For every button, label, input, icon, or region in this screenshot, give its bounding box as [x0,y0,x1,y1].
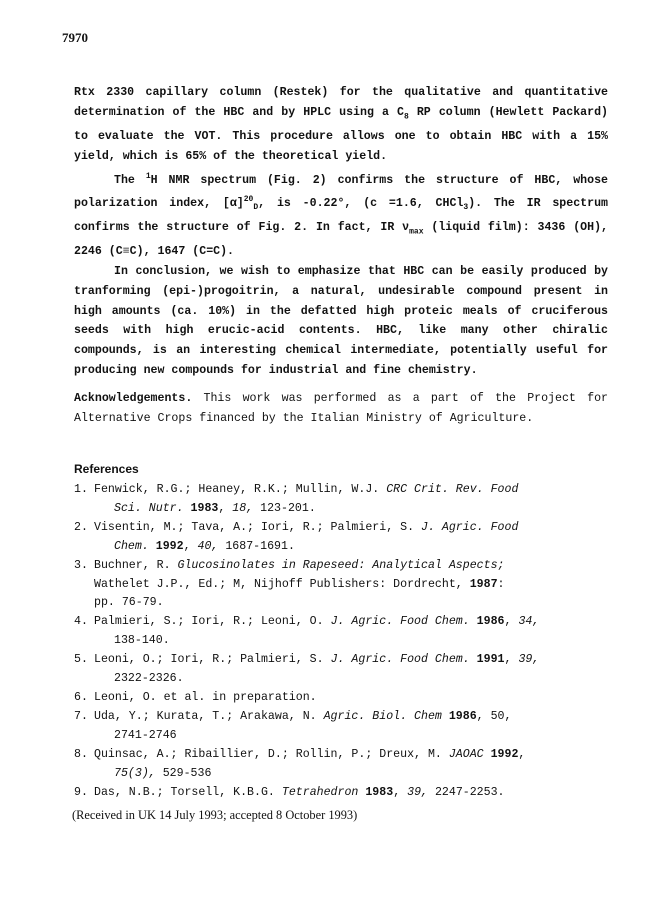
list-item: 3. Buchner, R. Glucosinolates in Rapeseed: Analytical Aspects; Wathelet J.P., Ed.; M, Nijhoff Publishers: Dordrecht, 1987: pp. 76-79. [74,558,505,610]
acknowledgements-text: This work was performed as a part of the Project for Alternative Crops financed by the Italian Ministry of Agriculture. [74,392,608,425]
paragraph-2: The $^1$H NMR spectrum (Fig. 2) confirms the structure of HBC, whose polarization index, $[\alpha]^{20}_D$, is -0.22°, (c =1.6, CHCl$_3$). The IR spectrum confirms the structure of Fig. 2. In fact, IR $\nu_{max}$ (liquid film): 3436 (OH), 2246 (C≡C), 1647 (C=C). [74,171,608,259]
list-item: 6. Leoni, O. et al. in preparation. [74,690,317,704]
list-item: 5. Leoni, O.; Iori, R.; Palmieri, S. J. Agric. Food Chem. 1991, 39, 2322-2326. [74,653,540,686]
acknowledgements-label: Acknowledgements. [74,392,193,405]
list-item: 9. Das, N.B.; Torsell, K.B.G. Tetrahedron 1983, 39, 2247-2253. [74,785,505,799]
received-dates: (Received in UK 14 July 1993; accepted 8 October 1993) [72,808,358,822]
list-item: 8. Quinsac, A.; Ribaillier, D.; Rollin, P.; Dreux, M. JAOAC 1992, 75(3), 529-536 [74,747,526,780]
paragraph-1: Rtx 2330 capillary column (Restek) for the qualitative and quantitative determination of the HBC and by HPLC using a $C_8$ RP column (Hewlett Packard) to evaluate the VOT. This procedure allows one to obtain HBC with a 15% yield, which is 65% of the theoretical yield. [74,86,608,163]
list-item: 2. Visentin, M.; Tava, A.; Iori, R.; Palmieri, S. J. Agric. Food Chem. 1992, 40, 1687-1691. [74,520,519,553]
page-number: 7970 [62,30,88,45]
references-list [74,481,614,802]
list-item: 1. Fenwick, R.G.; Heaney, R.K.; Mullin, W.J. CRC Crit. Rev. Food Sci. Nutr. 1983, 18, 123-201. [74,483,519,515]
paragraph-3: In conclusion, we wish to emphasize that HBC can be easily produced by tranforming (epi-)progoitrin, a natural, undesirable compound present in high amounts (ca. 10%) in the defatted high proteic meals of cruciferous seeds with high erucic-acid contents. HBC, like many other chiralic compounds, is an interesting chemical intermediate, potentially useful for producing new compounds for industrial and fine chemistry. [74,265,608,378]
list-item: 4. Palmieri, S.; Iori, R.; Leoni, O. J. Agric. Food Chem. 1986, 34, 138-140. [74,615,540,648]
acknowledgements [74,389,608,429]
references-heading: References [74,462,139,476]
list-item: 7. Uda, Y.; Kurata, T.; Arakawa, N. Agric. Biol. Chem 1986, 50, 2741-2746 [74,709,512,742]
body-text [74,83,608,381]
